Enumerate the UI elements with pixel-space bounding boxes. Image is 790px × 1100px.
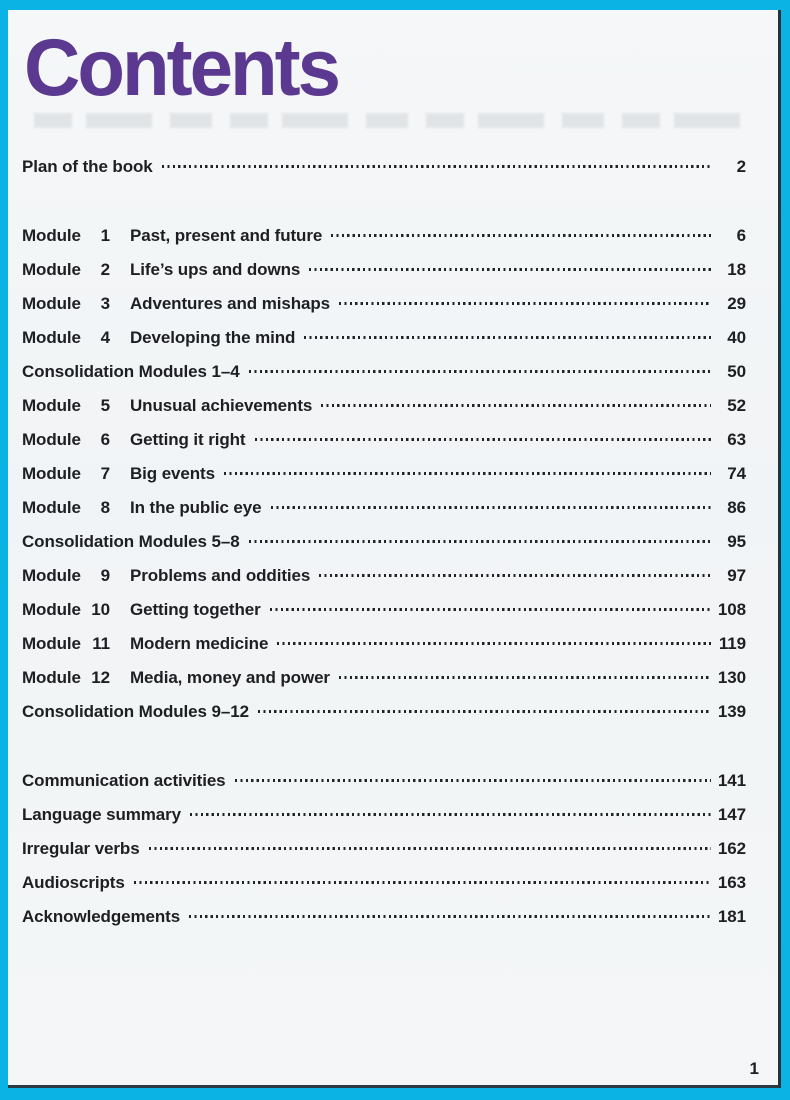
toc-entry	[22, 559, 746, 593]
toc-entry-title: Life’s ups and downs	[130, 260, 301, 279]
toc-entry-title: Adventures and mishaps	[130, 294, 330, 313]
toc-entry	[22, 423, 746, 457]
dot-leader	[255, 438, 712, 441]
toc-entry-page: 97	[727, 566, 746, 585]
toc-entry-prefix: Module	[22, 294, 81, 313]
toc-entry-title: Consolidation Modules 5–8	[22, 532, 240, 551]
toc-entry-prefix: Module	[22, 430, 81, 449]
dot-leader	[319, 574, 711, 577]
dot-leader	[270, 608, 711, 611]
dot-leader	[149, 847, 711, 850]
toc-entry-page: 147	[717, 805, 746, 824]
toc-entry-page: 162	[717, 839, 746, 858]
toc-entry-page: 181	[717, 907, 746, 926]
toc-entry-page: 119	[718, 634, 746, 653]
toc-entry	[22, 253, 746, 287]
dot-leader	[162, 165, 711, 168]
toc-entry-title: Audioscripts	[22, 873, 125, 892]
toc-entry-number: 3	[100, 294, 110, 313]
toc-entry-title: Developing the mind	[130, 328, 296, 347]
toc-entry-prefix: Module	[22, 498, 81, 517]
toc-entry-prefix: Module	[22, 226, 81, 245]
dot-leader	[189, 915, 711, 918]
toc-entry	[22, 764, 746, 798]
toc-entry	[22, 491, 746, 525]
toc-entry-number: 1	[100, 226, 110, 245]
toc-entry-number: 11	[92, 634, 110, 653]
toc-entry	[22, 219, 746, 253]
toc-entry-page: 141	[717, 771, 746, 790]
footer-page-number: 1	[749, 1059, 759, 1078]
toc-entry-page: 163	[717, 873, 746, 892]
dot-leader	[309, 268, 711, 271]
toc-entry-title: Consolidation Modules 1–4	[22, 362, 240, 381]
dot-leader	[235, 779, 711, 782]
toc-entry-title: Acknowledgements	[22, 907, 181, 926]
toc-entry-page: 2	[736, 157, 746, 176]
toc-entry-number: 5	[100, 396, 110, 415]
dot-leader	[134, 881, 711, 884]
toc-entry-prefix: Module	[22, 464, 81, 483]
page	[8, 10, 781, 1088]
dot-leader	[271, 506, 712, 509]
dot-leader	[258, 710, 711, 713]
toc-entry-page: 74	[727, 464, 746, 483]
toc-entry-number: 8	[100, 498, 110, 517]
toc-entry-title: Language summary	[22, 805, 182, 824]
toc-entry-title: Problems and oddities	[130, 566, 311, 585]
dot-leader	[339, 302, 711, 305]
toc-entry-prefix: Module	[22, 328, 81, 347]
toc-entry-title: Big events	[130, 464, 215, 483]
toc-entry	[22, 798, 746, 832]
toc-entry-page: 108	[717, 600, 746, 619]
dot-leader	[321, 404, 711, 407]
toc-entry-title: Irregular verbs	[22, 839, 140, 858]
toc-entry-page: 139	[717, 702, 746, 721]
toc-entry	[22, 355, 746, 389]
toc-entry-number: 6	[100, 430, 110, 449]
toc-entry-page: 52	[727, 396, 746, 415]
toc-entry	[22, 457, 746, 491]
toc-entry-number: 12	[91, 668, 110, 687]
toc-entry	[22, 832, 746, 866]
toc-entry-number: 2	[100, 260, 110, 279]
toc-entry-prefix: Module	[22, 600, 81, 619]
toc-entry	[22, 287, 746, 321]
toc-entry	[22, 321, 746, 355]
toc-list	[8, 150, 778, 934]
dot-leader	[224, 472, 711, 475]
toc-entry-title: Media, money and power	[130, 668, 330, 687]
toc-entry-page: 86	[727, 498, 746, 517]
page-title: Contents	[24, 21, 338, 113]
toc-entry	[22, 525, 746, 559]
toc-entry-page: 18	[727, 260, 746, 279]
dot-leader	[331, 234, 711, 237]
toc-entry-title: Getting together	[130, 600, 261, 619]
dot-leader	[249, 540, 711, 543]
toc-entry-prefix: Module	[22, 668, 81, 687]
toc-entry-number: 4	[100, 328, 110, 347]
toc-entry-title: In the public eye	[130, 498, 262, 517]
toc-entry-title: Communication activities	[22, 771, 226, 790]
toc-entry-prefix: Module	[22, 396, 81, 415]
toc-entry-page: 40	[727, 328, 746, 347]
toc-entry-number: 10	[91, 600, 110, 619]
toc-entry-number: 7	[100, 464, 110, 483]
dot-leader	[249, 370, 711, 373]
toc-entry-page: 6	[736, 226, 746, 245]
toc-entry-page: 130	[717, 668, 746, 687]
toc-entry-page: 95	[727, 532, 746, 551]
toc-entry	[22, 866, 746, 900]
toc-entry-prefix: Module	[22, 634, 81, 653]
showthrough-strip	[34, 113, 744, 128]
toc-entry-page: 29	[727, 294, 746, 313]
toc-entry-page: 63	[727, 430, 746, 449]
toc-entry	[22, 900, 746, 934]
toc-entry	[22, 150, 746, 184]
toc-entry-title: Modern medicine	[130, 634, 269, 653]
toc-entry-title: Consolidation Modules 9–12	[22, 702, 249, 721]
toc-entry	[22, 627, 746, 661]
toc-entry	[22, 695, 746, 729]
toc-entry-prefix: Module	[22, 566, 81, 585]
toc-entry	[22, 593, 746, 627]
toc-entry-title: Past, present and future	[130, 226, 323, 245]
dot-leader	[304, 336, 711, 339]
toc-entry-title: Getting it right	[130, 430, 246, 449]
toc-entry-number: 9	[100, 566, 110, 585]
dot-leader	[339, 676, 711, 679]
toc-entry	[22, 389, 746, 423]
toc-entry-prefix: Module	[22, 260, 81, 279]
toc-entry-title: Plan of the book	[22, 157, 153, 176]
toc-entry-title: Unusual achievements	[130, 396, 313, 415]
dot-leader	[190, 813, 711, 816]
toc-entry-page: 50	[727, 362, 746, 381]
dot-leader	[277, 642, 711, 645]
toc-entry	[22, 661, 746, 695]
